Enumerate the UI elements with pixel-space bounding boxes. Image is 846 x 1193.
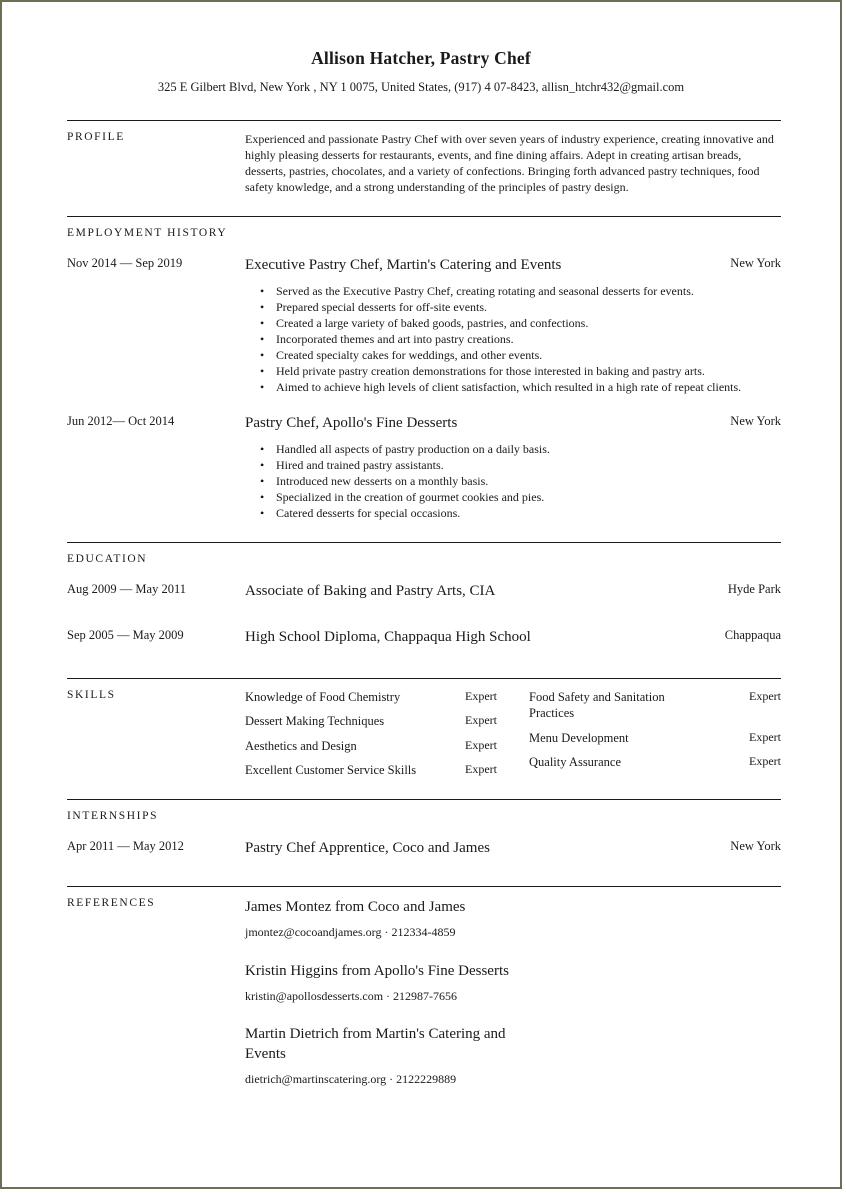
section-title-education: EDUCATION xyxy=(67,553,148,565)
education-section xyxy=(67,542,781,679)
education-degree: Associate of Baking and Pastry Arts, CIA xyxy=(245,583,496,599)
contact-line: 325 E Gilbert Blvd, New York , NY 1 0075, United States, (917) 4 07-8423, allisn_htchr432@gmail.com xyxy=(157,80,685,94)
job-date: Nov 2014 — Sep 2019 xyxy=(67,256,183,270)
skill-name: Quality Assurance xyxy=(529,755,621,769)
list-item: • Aimed to achieve high levels of client satisfaction, which resulted in a high rate of repeat clients. xyxy=(245,379,781,395)
resume-header xyxy=(2,2,840,95)
list-item: • Hired and trained pastry assistants. xyxy=(245,457,781,473)
internship-title: Pastry Chef Apprentice, Coco and James xyxy=(245,840,490,856)
job-bullets xyxy=(245,441,781,521)
references-section xyxy=(67,886,781,1097)
list-item: • Introduced new desserts on a monthly basis. xyxy=(245,473,781,489)
job-location: New York xyxy=(730,256,781,270)
section-title-references: REFERENCES xyxy=(67,897,156,909)
education-date: Aug 2009 — May 2011 xyxy=(67,582,186,596)
skill-name: Food Safety and Sanitation Practices xyxy=(529,690,665,720)
job-title: Executive Pastry Chef, Martin's Catering and Events xyxy=(245,257,562,273)
skill-name: Excellent Customer Service Skills xyxy=(245,763,417,777)
job-bullets xyxy=(245,283,781,395)
profile-section xyxy=(67,120,781,217)
list-item: • Held private pastry creation demonstrations for those interested in baking and pastry arts. xyxy=(245,363,781,379)
skill-level: Expert xyxy=(749,689,781,703)
reference-name: Martin Dietrich from Martin's Catering and Events xyxy=(245,1026,506,1062)
internship-date: Apr 2011 — May 2012 xyxy=(67,839,184,853)
reference-contact: kristin@apollosdesserts.com · 212987-7656 xyxy=(245,989,458,1003)
candidate-name: Allison Hatcher, Pastry Chef xyxy=(311,48,531,68)
skill-level: Expert xyxy=(465,713,497,727)
internship-location: New York xyxy=(730,839,781,853)
skill-level: Expert xyxy=(749,754,781,768)
list-item: • Prepared special desserts for off-site events. xyxy=(245,299,781,315)
reference-name: James Montez from Coco and James xyxy=(245,899,466,915)
skill-name: Aesthetics and Design xyxy=(245,739,357,753)
employment-section xyxy=(67,216,781,543)
list-item: • Served as the Executive Pastry Chef, creating rotating and seasonal desserts for events. xyxy=(245,283,781,299)
reference-contact: jmontez@cocoandjames.org · 212334-4859 xyxy=(245,925,456,939)
skill-name: Knowledge of Food Chemistry xyxy=(245,690,401,704)
list-item: • Specialized in the creation of gourmet cookies and pies. xyxy=(245,489,781,505)
list-item: • Handled all aspects of pastry production on a daily basis. xyxy=(245,441,781,457)
list-item: • Incorporated themes and art into pastry creations. xyxy=(245,331,781,347)
section-title-skills: SKILLS xyxy=(67,689,116,701)
list-item: • Created specialty cakes for weddings, and other events. xyxy=(245,347,781,363)
list-item: • Catered desserts for special occasions. xyxy=(245,505,781,521)
job-title: Pastry Chef, Apollo's Fine Desserts xyxy=(245,415,458,431)
reference-name: Kristin Higgins from Apollo's Fine Desserts xyxy=(245,963,509,979)
skill-name: Menu Development xyxy=(529,731,629,745)
education-degree: High School Diploma, Chappaqua High School xyxy=(245,629,531,645)
skill-name: Dessert Making Techniques xyxy=(245,714,385,728)
skill-level: Expert xyxy=(465,762,497,776)
section-title-internships: INTERNSHIPS xyxy=(67,810,159,822)
education-location: Hyde Park xyxy=(727,582,781,596)
skill-level: Expert xyxy=(465,738,497,752)
section-title-employment: EMPLOYMENT HISTORY xyxy=(67,227,228,239)
section-title-profile: PROFILE xyxy=(67,131,125,143)
profile-text: Experienced and passionate Pastry Chef with over seven years of industry experience, creating innovative and highly pleasing desserts for restaurants, events, and fine dining affairs. Adept in creating artisan breads, desserts, pastries, chocolates, and a variety of confections. Bringing forth advanced pastry techniques, food safety knowledge, and a strong understanding of the principles of pastry design. xyxy=(245,132,774,194)
education-location: Chappaqua xyxy=(724,628,781,642)
internships-section xyxy=(67,799,781,887)
job-location: New York xyxy=(730,414,781,428)
reference-contact: dietrich@martinscatering.org · 2122229889 xyxy=(245,1072,457,1086)
skill-level: Expert xyxy=(465,689,497,703)
list-item: • Created a large variety of baked goods, pastries, and confections. xyxy=(245,315,781,331)
skills-section xyxy=(67,678,781,800)
job-date: Jun 2012— Oct 2014 xyxy=(67,414,175,428)
education-date: Sep 2005 — May 2009 xyxy=(67,628,184,642)
skill-level: Expert xyxy=(749,730,781,744)
